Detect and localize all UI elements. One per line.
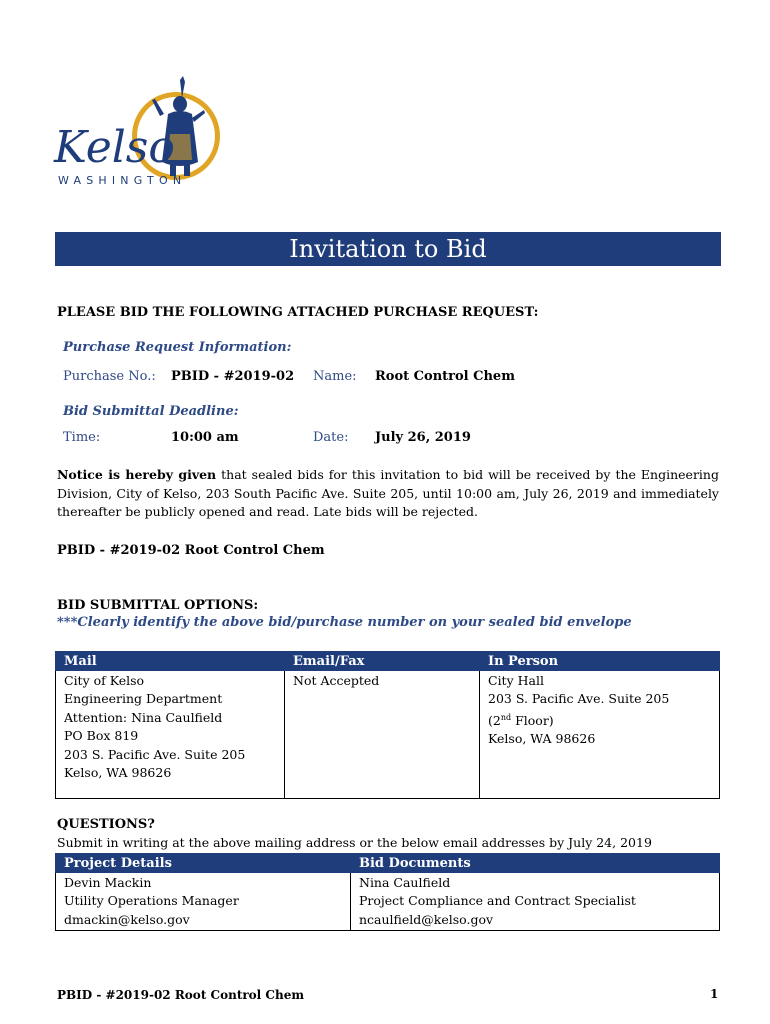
notice-lead: Notice is hereby given [57, 467, 217, 482]
col-in-person-header: In Person [480, 652, 720, 671]
page-number: 1 [710, 987, 719, 1001]
col-email-fax-header: Email/Fax [285, 652, 480, 671]
mail-line: Engineering Department [64, 691, 223, 707]
in-person-line: 203 S. Pacific Ave. Suite 205 [488, 691, 670, 707]
in-person-line: Kelso, WA 98626 [488, 731, 596, 747]
project-contact-title: Utility Operations Manager [64, 893, 239, 909]
logo-state: WASHINGTON [58, 174, 187, 187]
project-contact-email[interactable]: dmackin@kelso.gov [64, 911, 190, 927]
deadline-heading: Bid Submittal Deadline: [63, 404, 239, 419]
mail-cell [56, 671, 285, 799]
in-person-cell [480, 671, 720, 799]
mail-line: PO Box 819 [64, 728, 139, 744]
bid-docs-contact-name: Nina Caulfield [359, 875, 451, 890]
col-mail-header: Mail [56, 652, 285, 671]
time-label: Time: [63, 430, 101, 445]
bid-docs-contact-email[interactable]: ncaulfield@kelso.gov [359, 911, 494, 927]
bid-docs-contact-title: Project Compliance and Contract Specialist [359, 893, 636, 909]
bid-title: PBID - #2019-02 Root Control Chem [57, 543, 325, 558]
project-contact-cell [56, 873, 351, 931]
intro-heading: PLEASE BID THE FOLLOWING ATTACHED PURCHASE REQUEST: [57, 305, 539, 320]
footer-label: PBID - #2019-02 Root Control Chem [57, 988, 305, 1002]
purchase-no-value: PBID - #2019-02 [171, 369, 295, 384]
mail-line: 203 S. Pacific Ave. Suite 205 [64, 746, 246, 762]
submittal-heading: BID SUBMITTAL OPTIONS: [57, 598, 259, 613]
logo-wordmark: Kelso [54, 122, 175, 173]
contacts-table [55, 853, 720, 931]
mail-line: Attention: Nina Caulfield [64, 709, 223, 725]
page-title-banner: Invitation to Bid [55, 232, 721, 266]
submittal-note: ***Clearly identify the above bid/purchase number on your sealed bid envelope [57, 615, 632, 630]
mail-line: Kelso, WA 98626 [64, 765, 172, 781]
name-value: Root Control Chem [375, 369, 515, 384]
col-project-details-header: Project Details [56, 854, 351, 873]
mail-line: City of Kelso [64, 673, 145, 688]
kelso-logo [52, 70, 232, 190]
in-person-line: City Hall [488, 673, 544, 688]
name-label: Name: [313, 369, 357, 384]
questions-heading: QUESTIONS? [57, 817, 155, 832]
purchase-info-heading: Purchase Request Information: [63, 340, 292, 355]
date-value: July 26, 2019 [375, 430, 471, 445]
email-fax-value: Not Accepted [293, 673, 380, 688]
submittal-table [55, 651, 720, 799]
notice-body: that sealed bids for this invitation to bid will be received by the Engineering Division, City of Kelso, 203 South Pacific Ave. Suite 205, until 10:00 am, July 26, 2019 and immediately thereafter be publicly opened and read. Late bids will be rejected. [57, 467, 719, 519]
bid-docs-contact-cell [351, 873, 720, 931]
in-person-line: (2nd Floor) [488, 712, 554, 728]
notice-paragraph [57, 466, 719, 522]
date-label: Date: [313, 430, 349, 445]
email-fax-cell [285, 671, 480, 799]
purchase-no-label: Purchase No.: [63, 369, 156, 384]
time-value: 10:00 am [171, 430, 239, 445]
questions-note: Submit in writing at the above mailing address or the below email addresses by July 24, 2019 [57, 835, 652, 850]
project-contact-name: Devin Mackin [64, 875, 152, 890]
col-bid-documents-header: Bid Documents [351, 854, 720, 873]
